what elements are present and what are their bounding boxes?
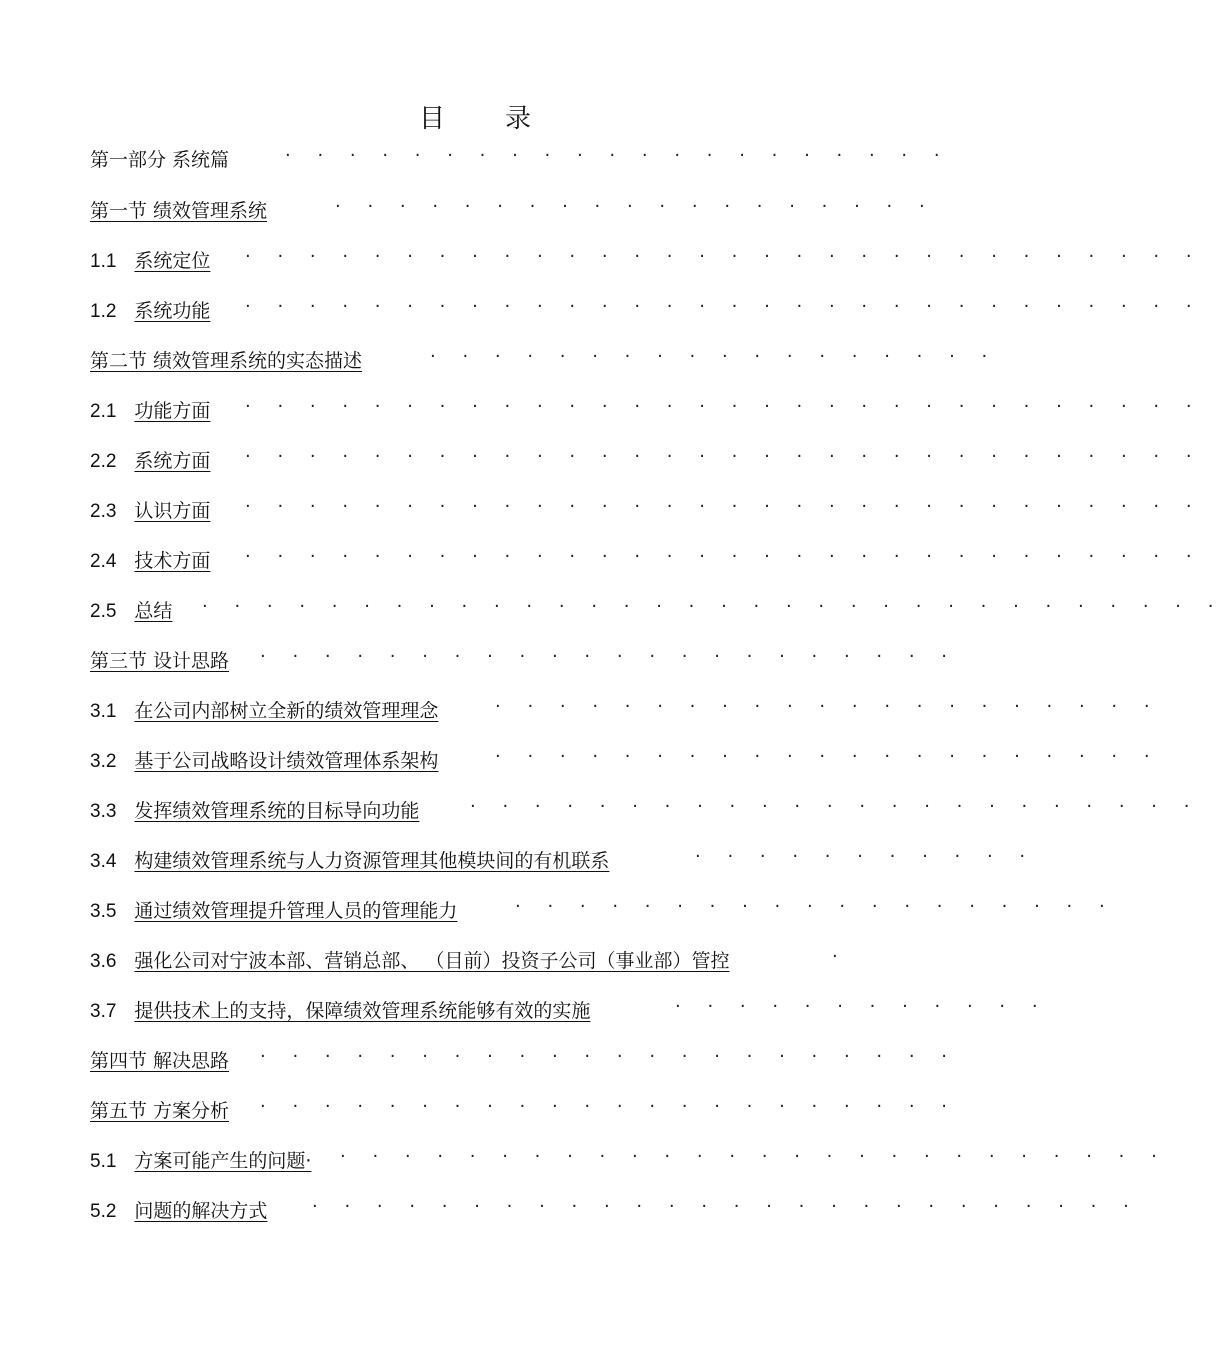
dot-leader: · · · · · · · · · · · · · · · · · · · · · · · · · · · · · ·	[245, 296, 1203, 317]
dot-leader: · · · · · · · · · · · ·	[675, 996, 1049, 1017]
section-title: 第一部分 系统篇	[90, 149, 230, 171]
dot-leader: · · · · · · · · · · · · · · · · · · · · ·	[285, 145, 951, 166]
toc-entry-link[interactable]	[90, 446, 222, 473]
toc-entry-link[interactable]	[90, 246, 222, 273]
dot-leader: · · · · · · · · · · · · · · · · · · · · · · · · · · · · · · · ·	[202, 596, 1224, 617]
section-title: 第一节 绩效管理系统	[90, 200, 268, 222]
section-title: 功能方面	[134, 400, 211, 422]
section-number: 3.7	[90, 1001, 117, 1022]
section-title: 构建绩效管理系统与人力资源管理其他模块间的有机联系	[134, 850, 610, 872]
section-number: 2.3	[90, 501, 117, 522]
toc-entry-link[interactable]	[90, 796, 469, 823]
section-title: 在公司内部树立全新的绩效管理理念	[134, 700, 439, 722]
toc-entry-link[interactable]	[90, 196, 314, 223]
dot-leader: · · · · · · · · · · · · · · · · · ·	[430, 346, 998, 367]
toc-row	[90, 145, 951, 175]
dot-leader: · · · · · · · · · · ·	[695, 846, 1036, 867]
toc-row	[90, 496, 1203, 526]
toc-entry-link[interactable]	[90, 1096, 255, 1123]
dot-leader: · · · · · · · · · · · · · · · · · · ·	[335, 196, 936, 217]
toc-entry-link[interactable]	[90, 946, 814, 973]
toc-entry-link[interactable]	[90, 296, 222, 323]
section-title: 第二节 绩效管理系统的实态描述	[90, 350, 363, 372]
toc-row	[90, 396, 1203, 426]
toc-row	[90, 546, 1203, 576]
section-title: 问题的解决方式	[134, 1200, 268, 1222]
section-number: 2.1	[90, 401, 117, 422]
dot-leader: ·	[832, 946, 849, 967]
toc-row	[90, 296, 1203, 326]
dot-leader: · · · · · · · · · · · · · · · · · · · · · ·	[260, 646, 958, 667]
dot-leader: · · · · · · · · · · · · · · · · · · · · · · · · · ·	[312, 1196, 1140, 1217]
section-number: 3.3	[90, 801, 117, 822]
toc-entry-link[interactable]	[90, 596, 178, 623]
toc-row	[90, 996, 1049, 1026]
toc-entry-link[interactable]	[90, 496, 222, 523]
toc-entry-link[interactable]	[90, 1046, 255, 1073]
section-number: 3.5	[90, 901, 117, 922]
section-title: 第四节 解决思路	[90, 1050, 230, 1072]
section-number: 1.1	[90, 251, 117, 272]
section-title: 技术方面	[134, 550, 211, 572]
section-title: 提供技术上的支持，保障绩效管理系统能够有效的实施	[134, 1000, 591, 1022]
toc-row	[90, 446, 1203, 476]
section-title: 认识方面	[134, 500, 211, 522]
dot-leader: · · · · · · · · · · · · · · · · · · · · · · · · · ·	[340, 1146, 1168, 1167]
dot-leader: · · · · · · · · · · · · · · · · · · · · · · · · · · · · · ·	[245, 546, 1203, 567]
toc-row	[90, 746, 1161, 776]
section-title: 系统定位	[134, 250, 211, 272]
dot-leader: · · · · · · · · · · · · · · · · · · · · · · ·	[470, 796, 1200, 817]
toc-row	[90, 946, 850, 976]
toc-row	[90, 596, 1224, 626]
toc-entry-link[interactable]	[90, 346, 411, 373]
dot-leader: · · · · · · · · · · · · · · · · · · · · · · · · · · · · · ·	[245, 396, 1203, 417]
dot-leader: · · · · · · · · · · · · · · · · · · · · ·	[495, 746, 1161, 767]
dot-leader: · · · · · · · · · · · · · · · · · · ·	[515, 896, 1116, 917]
section-title: 系统功能	[134, 300, 211, 322]
toc-entry-link[interactable]	[90, 396, 222, 423]
toc-row	[90, 346, 998, 376]
toc-entry-link[interactable]	[90, 1146, 335, 1173]
toc-title: 目录	[418, 104, 591, 134]
section-title: 基于公司战略设计绩效管理体系架构	[134, 750, 439, 772]
section-title: 发挥绩效管理系统的目标导向功能	[134, 800, 420, 822]
section-number: 1.2	[90, 301, 117, 322]
section-title: 通过绩效管理提升管理人员的管理能力	[134, 900, 458, 922]
toc-entry-link[interactable]	[90, 846, 692, 873]
section-title: 第五节 方案分析	[90, 1100, 230, 1122]
toc-entry-link[interactable]	[90, 896, 514, 923]
toc-row	[90, 646, 958, 676]
section-number: 3.6	[90, 951, 117, 972]
toc-row	[90, 1146, 1168, 1176]
section-number: 3.4	[90, 851, 117, 872]
section-number: 3.2	[90, 751, 117, 772]
toc-entry-link[interactable]	[90, 1196, 292, 1223]
toc-row	[90, 796, 1200, 826]
dot-leader: · · · · · · · · · · · · · · · · · · · · · ·	[260, 1046, 958, 1067]
toc-row	[90, 1046, 958, 1076]
toc-entry-link[interactable]	[90, 546, 222, 573]
section-number: 5.2	[90, 1201, 117, 1222]
section-number: 3.1	[90, 701, 117, 722]
section-number: 2.4	[90, 551, 117, 572]
section-title: 系统方面	[134, 450, 211, 472]
section-title: 第三节 设计思路	[90, 650, 230, 672]
toc-row	[90, 696, 1161, 726]
section-title: 方案可能产生的问题·	[134, 1150, 312, 1172]
section-title: 强化公司对宁波本部、营销总部、 （目前）投资子公司（事业部）管控	[134, 950, 730, 972]
toc-row	[90, 1196, 1140, 1226]
dot-leader: · · · · · · · · · · · · · · · · · · · · · · · · · · · · · ·	[245, 446, 1203, 467]
toc-entry-link[interactable]	[90, 746, 491, 773]
section-number: 2.2	[90, 451, 117, 472]
toc-row	[90, 1096, 958, 1126]
section-title: 总结	[134, 600, 173, 622]
toc-entry-link[interactable]	[90, 996, 670, 1023]
toc-row	[90, 246, 1203, 276]
toc-row	[90, 896, 1116, 926]
toc-entry-link[interactable]	[90, 145, 265, 172]
toc-entry-link[interactable]	[90, 646, 255, 673]
toc-row	[90, 196, 936, 226]
dot-leader: · · · · · · · · · · · · · · · · · · · · · · · · · · · · · ·	[245, 246, 1203, 267]
toc-row	[90, 846, 1036, 876]
section-number: 5.1	[90, 1151, 117, 1172]
dot-leader: · · · · · · · · · · · · · · · · · · · · · ·	[260, 1096, 958, 1117]
toc-entry-link[interactable]	[90, 696, 491, 723]
dot-leader: · · · · · · · · · · · · · · · · · · · · ·	[495, 696, 1161, 717]
section-number: 2.5	[90, 601, 117, 622]
dot-leader: · · · · · · · · · · · · · · · · · · · · · · · · · · · · · ·	[245, 496, 1203, 517]
